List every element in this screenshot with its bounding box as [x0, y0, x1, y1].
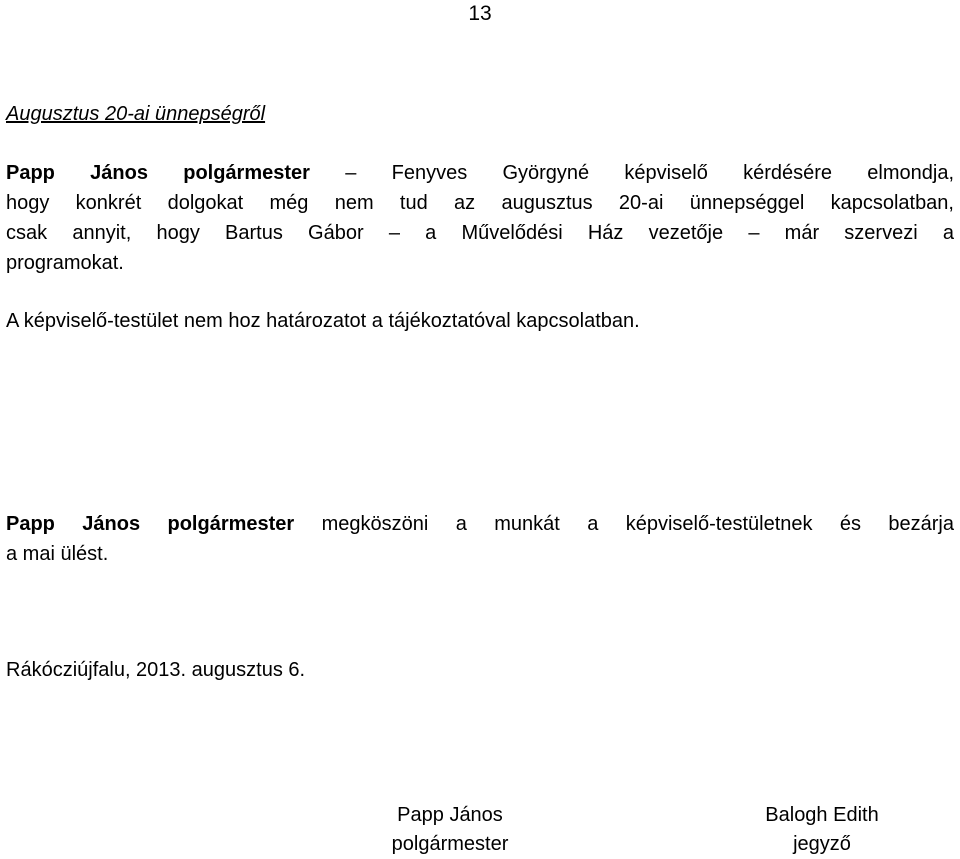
paragraph-line: programokat.: [6, 252, 124, 274]
paragraph-line: hogy konkrét dolgokat még nem tud az augusztus 20-ai ünnepséggel kapcsolatban,: [6, 192, 954, 214]
paragraph-line: [6, 509, 954, 539]
signature-title: polgármester: [391, 833, 509, 855]
paragraph-closing: [6, 509, 954, 569]
place-date-text: Rákócziújfalu, 2013. augusztus 6.: [6, 659, 306, 681]
paragraph-text: – Fenyves Györgyné képviselő kérdésére elmondja,: [345, 162, 954, 184]
speaker-name: Papp János polgármester: [6, 513, 295, 535]
paragraph-line: a mai ülést.: [6, 543, 109, 565]
speaker-name: Papp János polgármester: [6, 162, 310, 184]
paragraph-text: megköszöni a munkát a képviselő-testületnek és bezárja: [321, 513, 954, 535]
paragraph-mayor-report: [6, 158, 954, 278]
place-date: [6, 655, 954, 685]
signature-name: Papp János: [397, 804, 503, 826]
paragraph-text: A képviselő-testület nem hoz határozatot a tájékoztatóval kapcsolatban.: [6, 310, 640, 332]
paragraph-line: [6, 158, 954, 188]
paragraph-line: csak annyit, hogy Bartus Gábor – a Művelődési Ház vezetője – már szervezi a: [6, 222, 954, 244]
signature-notary: [722, 801, 922, 859]
page-number: 13: [468, 2, 492, 25]
paragraph-resolution: [6, 306, 954, 336]
signature-title: jegyző: [793, 833, 851, 855]
section-heading: Augusztus 20-ai ünnepségről: [6, 103, 266, 125]
signature-name: Balogh Edith: [765, 804, 879, 826]
signature-mayor: [352, 801, 548, 859]
